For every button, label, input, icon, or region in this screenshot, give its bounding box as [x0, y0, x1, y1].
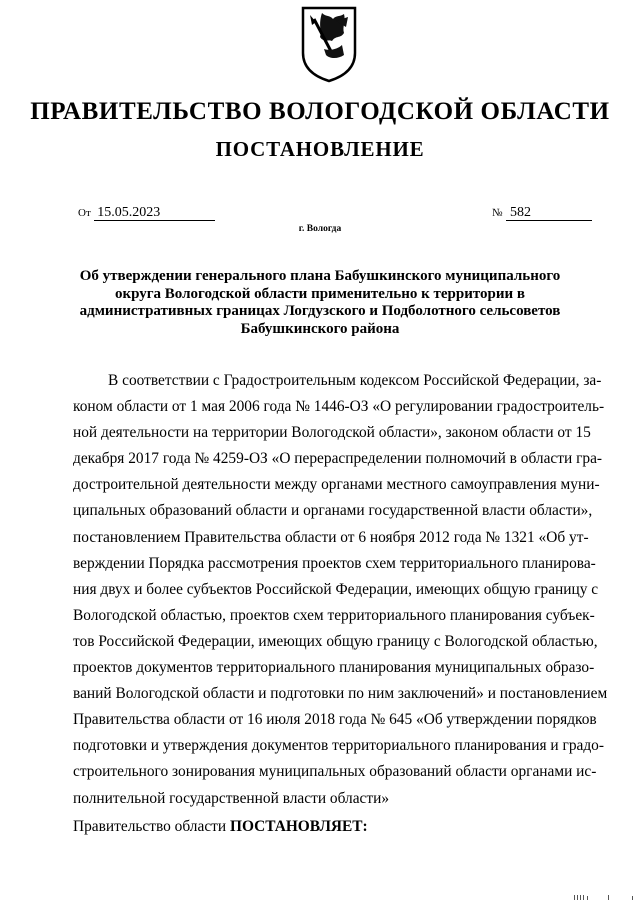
preamble-line: ния двух и более субъектов Российской Федерации, имеющих общую границу с — [73, 580, 599, 598]
subject-line: Об утверждении генерального плана Бабушкинского муниципального — [79, 268, 561, 284]
preamble-line: Вологодской областью, проектов схем территориального планирования субъек- — [73, 606, 595, 624]
subject-line: Бабушкинского района — [240, 320, 400, 337]
subject-line: округа Вологодской области применительно к территории в — [114, 285, 526, 302]
subject-line: административных границах Логдузского и Подболотного сельсоветов — [79, 303, 561, 319]
coat-of-arms-icon — [300, 5, 358, 83]
preamble-line: ваний Вологодской области и подготовки по ним заключений» и постановлением — [73, 685, 608, 703]
preamble-line: достроительной деятельности между органами местного самоуправления муни- — [73, 476, 600, 494]
preamble-line: ной деятельности на территории Вологодской области», законом области от 15 — [73, 424, 591, 442]
number-value: 582 — [506, 205, 592, 221]
preamble-line: верждении Порядка рассмотрения проектов схем территориального планирова- — [73, 554, 596, 572]
document-type: ПОСТАНОВЛЕНИЕ — [215, 137, 425, 161]
preamble-line: полнительной государственной власти области» — [73, 789, 390, 807]
preamble-line: постановлением Правительства области от 6 ноября 2012 года № 1321 «Об ут- — [73, 528, 589, 546]
preamble-line: строительного зонирования муниципальных образований области органами ис- — [73, 763, 597, 781]
date-value: 15.05.2023 — [94, 205, 215, 221]
preamble-line: декабря 2017 года № 4259-ОЗ «О перераспределении полномочий в области гра- — [73, 450, 603, 468]
document-subject — [70, 268, 570, 338]
decree-line — [73, 818, 368, 836]
government-title: ПРАВИТЕЛЬСТВО ВОЛОГОДСКОЙ ОБЛАСТИ — [30, 98, 610, 125]
preamble-line: коном области от 1 мая 2006 года № 1446-ОЗ «О регулировании градостроитель- — [73, 398, 605, 416]
decree-prefix: Правительство области — [73, 818, 230, 835]
date-label: От — [78, 207, 91, 219]
number-label: № — [492, 207, 503, 219]
preamble-line: подготовки и утверждения документов территориального планирования и градо- — [73, 737, 604, 755]
preamble — [73, 368, 608, 812]
date-block — [78, 205, 215, 221]
preamble-line: проектов документов территориального планирования муниципальных образо- — [73, 659, 595, 677]
number-block — [492, 205, 592, 221]
city-label: г. Вологда — [298, 224, 342, 234]
decree-verb: ПОСТАНОВЛЯЕТ: — [229, 818, 368, 835]
scan-mark-icon — [574, 893, 636, 901]
preamble-line: ципальных образований области и органами государственной власти области», — [73, 502, 593, 520]
preamble-line: В соответствии с Градостроительным кодексом Российской Федерации, за- — [108, 372, 602, 389]
preamble-line: тов Российской Федерации, имеющих общую границу с Вологодской областью, — [73, 632, 598, 650]
preamble-line: Правительства области от 16 июля 2018 года № 645 «Об утверждении порядков — [73, 711, 597, 729]
